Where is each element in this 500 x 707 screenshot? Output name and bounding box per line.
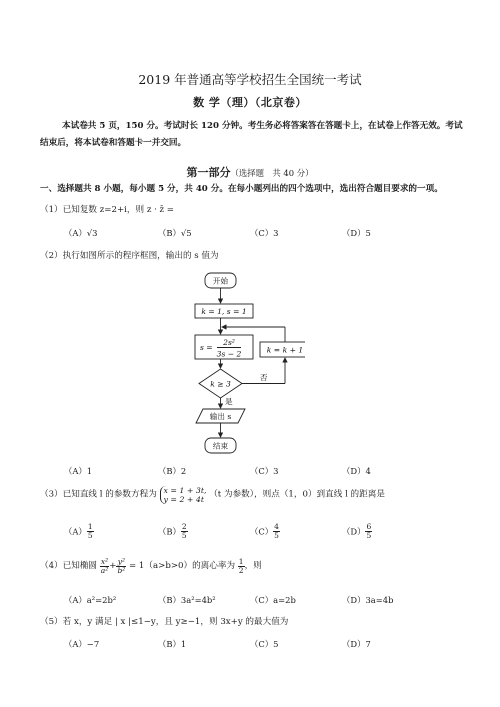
q3-option-b-den: 5 [181,531,187,540]
q2-option-c: （C）3 [250,466,279,476]
q3-eq2: y = 2 + 4t [163,495,204,504]
q4-stem-suffix: ，则 [244,561,262,571]
q4-x-den: a² [100,566,109,575]
part1-note: （选择题 共 40 分） [230,168,314,178]
q3-eq1: x = 1 + 3t, [163,486,207,495]
q3-option-d [342,523,372,540]
part1-title: 第一部分 [186,166,231,179]
q4-stem [40,558,262,575]
q4-option-b: （B）3a²=4b² [158,595,216,605]
q3-stem [40,486,385,504]
flowchart-assign-prefix: s = [200,343,213,352]
q1-option-a: （A）√3 [64,228,98,238]
q4-y-num: y² [117,557,125,566]
q4-stem-prefix: （4）已知椭圆 [40,561,98,571]
q5-option-d: （D）7 [342,639,371,649]
q3-option-d-num: 6 [366,522,372,531]
q3-option-c-label: （C） [250,526,274,537]
q4-x-fraction [100,558,109,575]
q3-stem-suffix: （t 为参数），则点（1，0）到直线 l 的距离是 [209,489,385,500]
q2-flowchart [185,268,305,460]
q5-stem: （5）若 x，y 满足 | x |≤1−y，且 y≥−1，则 3x+y 的最大值为 [40,617,289,627]
q3-option-c-num: 4 [274,522,279,531]
q5-option-b: （B）1 [158,639,187,649]
q4-y-fraction [116,558,126,575]
q2-option-b: （B）2 [158,466,187,476]
flowchart-yes-label: 是 [225,397,233,406]
flowchart-init-label: k = 1, s = 1 [201,307,247,316]
q1-option-c: （C）3 [250,228,279,238]
flowchart-update-label: k = k + 1 [266,345,304,355]
q4-x-num: x² [100,557,109,566]
q3-option-a-fraction [87,523,94,540]
flowchart-output-label: 输出 s [209,412,232,421]
exam-subtitle: 数 学（理）（北京卷） [193,96,307,109]
q4-stem-mid: = 1（a>b>0）的离心率为 [129,561,236,571]
q3-option-d-fraction [365,523,372,540]
q4-option-d: （D）3a=4b [342,595,394,605]
instructions-line-1: 本试卷共 5 页，150 分。考试时长 120 分钟。考生务必将答案答在答题卡上，在试卷上作答无效。考试 [62,121,463,131]
q3-option-c [250,523,280,540]
q4-plus: + [109,561,117,571]
q5-option-a: （A）−7 [64,639,100,649]
q3-option-a [64,523,94,540]
q3-parametric-system [160,486,207,504]
q1-option-b: （B）√5 [158,228,192,238]
flowchart-assign-num: 2s² [223,338,235,347]
q3-option-b-fraction [181,523,188,540]
exam-title: 2019 年普通高等学校招生全国统一考试 [138,72,362,87]
q3-option-c-den: 5 [274,531,279,540]
q3-option-a-den: 5 [87,531,93,540]
q3-option-b-label: （B） [158,526,181,537]
q3-stem-prefix: （3）已知直线 l 的参数方程为 [40,489,157,500]
q3-option-a-label: （A） [64,526,87,537]
q4-e-num: 1 [238,557,244,566]
q4-option-c: （C）a=2b [250,595,296,605]
instructions-line-2: 结束后，将本试卷和答题卡一并交回。 [40,138,187,148]
q3-option-b [158,523,188,540]
flowchart-end-label: 结束 [212,441,229,451]
q3-option-b-num: 2 [181,522,187,531]
flowchart-no-label: 否 [260,373,268,382]
section1-header: 一、选择题共 8 小题，每小题 5 分，共 40 分。在每小题列出的四个选项中，选出符合题目要求的一项。 [40,184,443,194]
q1-stem: （1）已知复数 z=2+i，则 z · z̄ = [40,205,175,215]
q3-option-d-den: 5 [366,531,372,540]
flowchart-assign-den: 3s − 2 [216,349,242,359]
q1-option-d: （D）5 [342,228,371,238]
q2-option-a: （A）1 [64,466,93,476]
q2-stem: （2）执行如图所示的程序框图，输出的 s 值为 [40,251,219,261]
q4-y-den: b² [117,566,126,575]
q4-e-den: 2 [238,566,244,575]
q3-option-a-num: 1 [87,522,93,531]
q5-option-c: （C）5 [250,639,279,649]
q4-eccentricity-fraction [238,558,245,575]
q4-option-a: （A）a²=2b² [64,595,117,605]
part1-heading [0,161,500,180]
q3-option-d-label: （D） [342,526,366,537]
flowchart-start-label: 开始 [212,276,229,286]
q3-option-c-fraction [273,523,280,540]
flowchart-condition-label: k ≥ 3 [210,379,231,389]
q2-option-d: （D）4 [342,466,371,476]
